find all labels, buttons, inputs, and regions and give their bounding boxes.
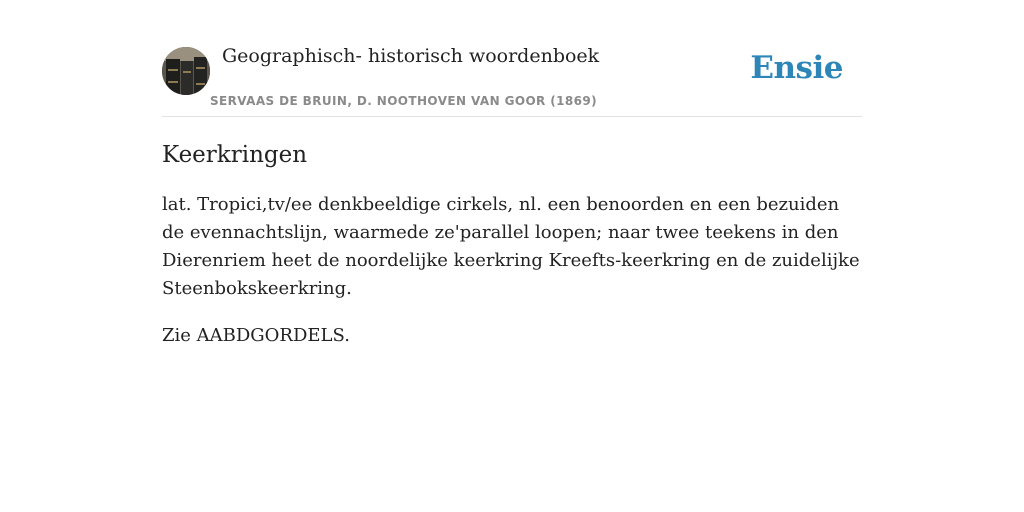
entry-cross-reference: Zie AABDGORDELS. (162, 325, 350, 346)
entry-body (162, 191, 862, 350)
book-title[interactable]: Geographisch- historisch woordenboek (222, 45, 600, 67)
entry-container (162, 44, 862, 369)
entry-paragraph: lat. Tropici,tv/ee denkbeeldige cirkels, nl. een benoorden en een bezuiden de evennachtslijn, waarmede ze'parallel loopen; naar twee teekens in den Dierenriem heet de noordelijke keerkring Kreefts-keerkring en de zuidelijke Steenbokskeerkring. (162, 194, 860, 299)
book-cover-avatar[interactable] (162, 47, 210, 95)
books-icon (162, 47, 210, 95)
entry-title: Keerkringen (162, 142, 308, 168)
book-author: SERVAAS DE BRUIN, D. NOOTHOVEN VAN GOOR (1869) (210, 94, 598, 108)
ensie-logo-link[interactable]: Ensie (750, 50, 843, 86)
book-header (162, 44, 862, 117)
